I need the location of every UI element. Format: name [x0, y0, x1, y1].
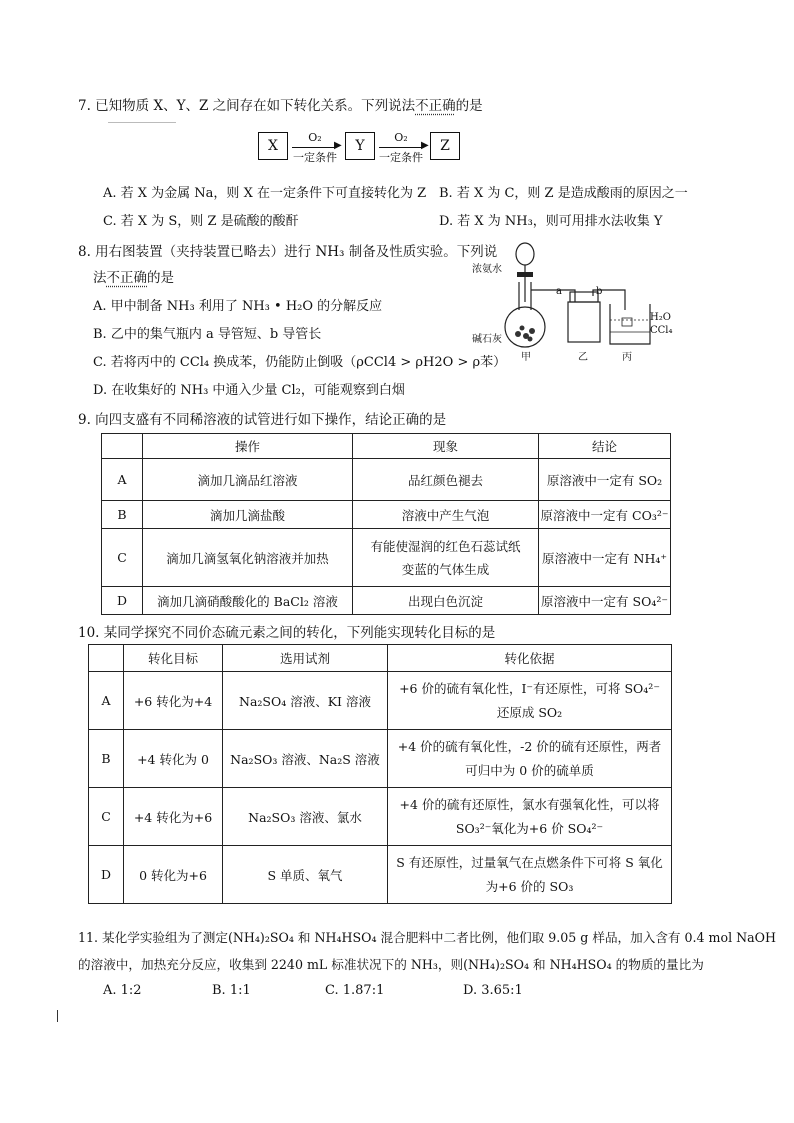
label-h2o: H₂O — [650, 312, 671, 323]
table-header-row — [102, 434, 671, 459]
row-op: 滴加几滴氢氧化钠溶液并加热 — [143, 529, 353, 587]
row-goal: +4 转化为 0 — [124, 730, 223, 788]
table-row — [89, 846, 672, 904]
row-id: A — [102, 459, 143, 501]
q11-option-a: A. 1:2 — [103, 983, 142, 998]
q8-apparatus-diagram — [470, 232, 680, 362]
q8-stem-pre: 法 — [93, 270, 107, 286]
q7-option-b: B. 若 X 为 C，则 Z 是造成酸雨的原因之一 — [439, 186, 688, 201]
table-row — [102, 529, 671, 587]
q8-option-b: B. 乙中的集气瓶内 a 导管短、b 导管长 — [93, 327, 322, 342]
q11-option-c: C. 1.87:1 — [325, 983, 385, 998]
label-bing: 丙 — [622, 352, 632, 363]
arrow1-head-icon: ▶ — [334, 140, 342, 151]
label-yi: 乙 — [578, 352, 588, 363]
funnel-icon — [516, 243, 534, 265]
label-ammonia: 浓氨水 — [472, 264, 502, 275]
row-id: C — [102, 529, 143, 587]
q11-option-b: B. 1:1 — [212, 983, 251, 998]
row-id: D — [102, 587, 143, 615]
q11-stem-line1: 11. 某化学实验组为了测定(NH₄)₂SO₄ 和 NH₄HSO₄ 混合肥料中二者比例，他们取 9.05 g 样品，加入含有 0.4 mol NaOH — [78, 930, 776, 945]
table-row — [89, 672, 672, 730]
row-reag: Na₂SO₃ 溶液、Na₂S 溶液 — [223, 730, 388, 788]
q9-header-ph: 现象 — [353, 434, 539, 459]
row-goal: +6 转化为+4 — [124, 672, 223, 730]
box-x: X — [258, 132, 288, 160]
row-ph: 有能使湿润的红色石蕊试纸变蓝的气体生成 — [353, 529, 539, 587]
row-basis: +4 价的硫有氧化性，-2 价的硫有还原性，两者可归中为 0 价的硫单质 — [388, 730, 672, 788]
beaker-icon — [610, 304, 650, 344]
q11-option-d: D. 3.65:1 — [463, 983, 523, 998]
q8-stem-line2 — [93, 266, 174, 286]
row-ph: 品红颜色褪去 — [353, 459, 539, 501]
row-id: B — [89, 730, 124, 788]
row-goal: 0 转化为+6 — [124, 846, 223, 904]
q8-option-d: D. 在收集好的 NH₃ 中通入少量 Cl₂，可能观察到白烟 — [93, 383, 405, 398]
row-con: 原溶液中一定有 NH₄⁺ — [539, 529, 671, 587]
q7-stem-emphasis: 不正确 — [415, 98, 456, 114]
label-a: a — [556, 286, 562, 297]
q7-option-d: D. 若 X 为 NH₃，则可用排水法收集 Y — [439, 214, 663, 229]
row-con: 原溶液中一定有 CO₃²⁻ — [539, 501, 671, 529]
q8-stem-end: 的是 — [147, 270, 174, 286]
q8-option-a: A. 甲中制备 NH₃ 利用了 NH₃ • H₂O 的分解反应 — [93, 299, 383, 314]
row-op: 滴加几滴盐酸 — [143, 501, 353, 529]
table-row — [102, 501, 671, 529]
row-op: 滴加几滴品红溶液 — [143, 459, 353, 501]
row-ph: 出现白色沉淀 — [353, 587, 539, 615]
q9-header-con: 结论 — [539, 434, 671, 459]
q7-stem-text: 7. 已知物质 X、Y、Z 之间存在如下转化关系。下列说法 — [78, 98, 416, 114]
table-row — [102, 459, 671, 501]
arrow2-line — [379, 147, 423, 148]
q9-table — [101, 433, 671, 615]
row-goal: +4 转化为+6 — [124, 788, 223, 846]
row-reag: Na₂SO₃ 溶液、氯水 — [223, 788, 388, 846]
row-id: C — [89, 788, 124, 846]
q7-stem-end: 的是 — [455, 98, 483, 114]
q9-header-op: 操作 — [143, 434, 353, 459]
arrow2-head-icon: ▶ — [421, 140, 429, 151]
row-con: 原溶液中一定有 SO₂ — [539, 459, 671, 501]
q10-header-id — [89, 645, 124, 672]
label-jia: 甲 — [521, 352, 531, 363]
arrow1-bottom-label: 一定条件 — [293, 151, 337, 164]
table-row — [102, 587, 671, 615]
q10-stem: 10. 某同学探究不同价态硫元素之间的转化，下列能实现转化目标的是 — [78, 625, 496, 641]
row-basis: +6 价的硫有氧化性，I⁻有还原性，可将 SO₄²⁻还原成 SO₂ — [388, 672, 672, 730]
row-id: D — [89, 846, 124, 904]
row-op: 滴加几滴硝酸酸化的 BaCl₂ 溶液 — [143, 587, 353, 615]
q8-stem-line1: 8. 用右图装置（夹持装置已略去）进行 NH₃ 制备及性质实验。下列说 — [78, 244, 498, 260]
row-basis: S 有还原性，过量氧气在点燃条件下可将 S 氧化为+6 价的 SO₃ — [388, 846, 672, 904]
table-row — [89, 788, 672, 846]
arrow1-line — [292, 147, 336, 148]
margin-mark — [57, 1010, 58, 1022]
q7-option-a: A. 若 X 为金属 Na，则 X 在一定条件下可直接转化为 Z — [103, 186, 427, 201]
label-lime: 碱石灰 — [472, 334, 502, 345]
row-id: B — [102, 501, 143, 529]
q8-stem-emphasis: 不正确 — [106, 270, 147, 286]
flask-icon — [505, 307, 545, 347]
q7-option-c: C. 若 X 为 S，则 Z 是硫酸的酸酐 — [103, 214, 299, 229]
q8-option-c: C. 若将丙中的 CCl₄ 换成苯，仍能防止倒吸（ρCCl4 > ρH2O > ρ苯） — [93, 355, 507, 370]
table-header-row — [89, 645, 672, 672]
arrow1-top-label: O₂ — [308, 131, 322, 144]
scan-mark — [108, 122, 176, 123]
label-ccl4: CCl₄ — [650, 325, 673, 336]
row-reag: S 单质、氧气 — [223, 846, 388, 904]
box-y: Y — [345, 132, 375, 160]
q10-header-reag: 选用试剂 — [223, 645, 388, 672]
gas-bottle-icon — [568, 302, 600, 342]
q10-header-goal: 转化目标 — [124, 645, 223, 672]
q9-stem: 9. 向四支盛有不同稀溶液的试管进行如下操作，结论正确的是 — [78, 412, 447, 428]
arrow2-bottom-label: 一定条件 — [379, 151, 423, 164]
q7-stem — [78, 94, 483, 114]
row-reag: Na₂SO₄ 溶液、KI 溶液 — [223, 672, 388, 730]
label-b: b — [596, 286, 603, 297]
q11-stem-line2: 的溶液中，加热充分反应，收集到 2240 mL 标准状况下的 NH₃，则(NH₄)₂SO₄ 和 NH₄HSO₄ 的物质的量比为 — [78, 957, 704, 972]
q9-header-id — [102, 434, 143, 459]
q10-table — [88, 644, 672, 904]
table-row — [89, 730, 672, 788]
row-ph: 溶液中产生气泡 — [353, 501, 539, 529]
box-z: Z — [430, 132, 460, 160]
q10-header-basis: 转化依据 — [388, 645, 672, 672]
row-id: A — [89, 672, 124, 730]
row-basis: +4 价的硫有还原性，氯水有强氧化性，可以将 SO₃²⁻氧化为+6 价 SO₄²⁻ — [388, 788, 672, 846]
arrow2-top-label: O₂ — [394, 131, 408, 144]
row-con: 原溶液中一定有 SO₄²⁻ — [539, 587, 671, 615]
